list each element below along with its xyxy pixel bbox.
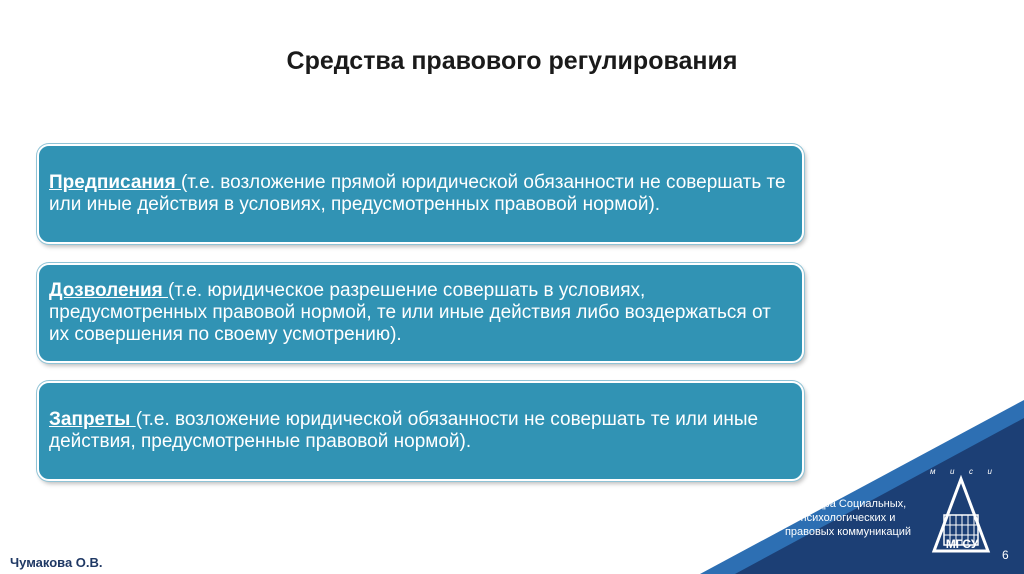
department-label: Кафедра Социальных, психологических и правовых коммуникаций — [784, 498, 912, 538]
logo-letter: м — [930, 467, 938, 476]
item-text: (т.е. юридическое разрешение совершать в условиях, предусмотренных правовой нормой, те или иные действия либо воздержаться от их совершения по своему усмотрению). — [49, 280, 771, 345]
author-name: Чумакова О.В. — [10, 555, 103, 570]
logo-letters — [930, 467, 994, 476]
item-text: (т.е. возложение юридической обязанности не совершать те или иные действия, предусмотренные правовой нормой). — [49, 409, 759, 452]
item-term: Запреты — [49, 409, 136, 430]
logo-letter: и — [987, 467, 994, 476]
item-term: Дозволения — [49, 280, 169, 301]
slide-title: Средства правового регулирования — [286, 47, 738, 75]
item-text: (т.е. возложение прямой юридической обязанности не совершать те или иные действия в условиях, предусмотренных правовой нормой). — [49, 172, 786, 215]
logo-text: МГСУ — [945, 537, 979, 551]
logo-letter: и — [950, 467, 957, 476]
item-term: Предписания — [49, 172, 181, 193]
page-number: 6 — [1002, 548, 1009, 562]
logo-letter: с — [969, 467, 975, 476]
